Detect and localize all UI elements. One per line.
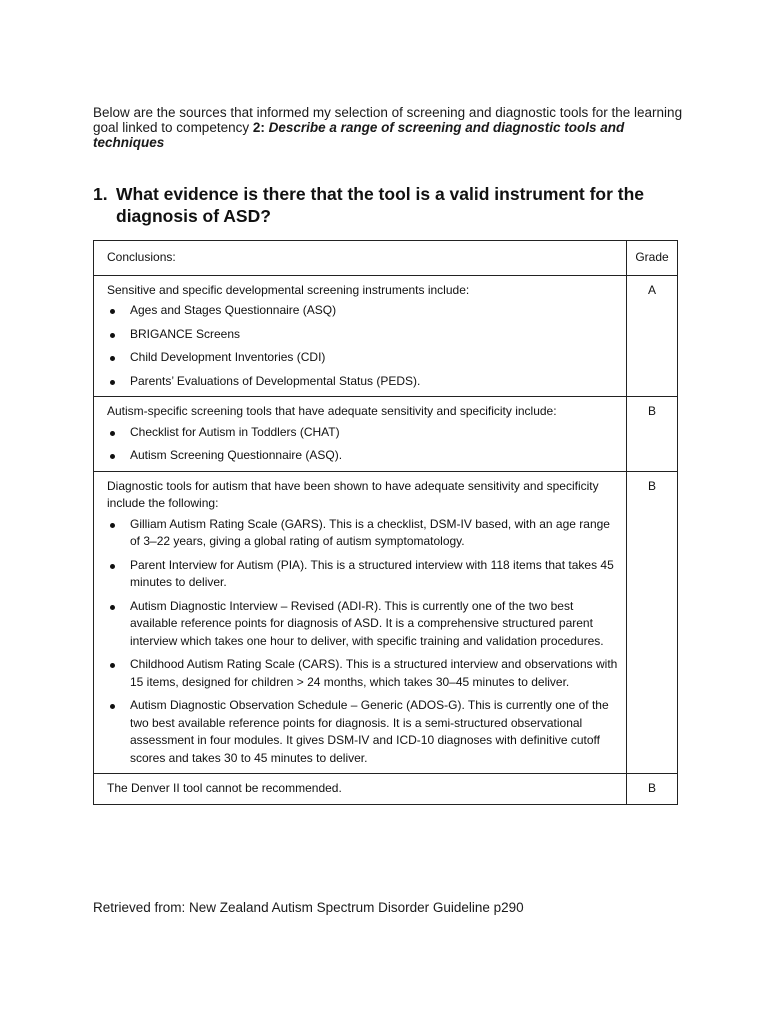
grade-cell: B: [627, 471, 678, 774]
conclusion-intro: Autism-specific screening tools that have adequate sensitivity and specificity include:: [107, 404, 557, 418]
evidence-table: [93, 240, 678, 805]
conclusion-cell: [94, 397, 627, 472]
question-text: What evidence is there that the tool is a valid instrument for the diagnosis of ASD?: [116, 184, 645, 226]
grade-header: Grade: [627, 241, 678, 276]
conclusion-intro: Diagnostic tools for autism that have been shown to have adequate sensitivity and specificity include the following:: [107, 478, 599, 510]
bullet-list: [107, 516, 618, 768]
intro-text: Below are the sources that informed my selection of screening and diagnostic tools for the learning goal linked to competency: [93, 104, 683, 135]
conclusions-header: Conclusions:: [94, 241, 627, 276]
list-item: BRIGANCE Screens: [107, 326, 618, 344]
list-item: Childhood Autism Rating Scale (CARS). This is a structured interview and observations with 15 items, designed for children > 24 months, which takes 30–45 minutes to deliver.: [107, 656, 618, 691]
list-item: Parent Interview for Autism (PIA). This is a structured interview with 118 items that takes 45 minutes to deliver.: [107, 557, 618, 592]
conclusion-intro: The Denver II tool cannot be recommended.: [107, 781, 342, 795]
question-number: 1.: [93, 184, 108, 204]
list-item: Child Development Inventories (CDI): [107, 349, 618, 367]
list-item: Ages and Stages Questionnaire (ASQ): [107, 302, 618, 320]
conclusion-intro: Sensitive and specific developmental screening instruments include:: [107, 282, 470, 297]
conclusion-cell: [94, 774, 627, 805]
conclusion-cell: [94, 471, 627, 774]
list-item: Gilliam Autism Rating Scale (GARS). This is a checklist, DSM-IV based, with an age range of 3–22 years, giving a global rating of autism symptomatology.: [107, 516, 618, 551]
table-row: [94, 471, 678, 774]
list-item: Parents’ Evaluations of Developmental Status (PEDS).: [107, 373, 618, 391]
competency-number: 2:: [252, 119, 265, 135]
bullet-list: [107, 424, 618, 465]
table-row: [94, 275, 678, 397]
table-row: [94, 397, 678, 472]
intro-paragraph: [93, 105, 683, 150]
bullet-list: [107, 302, 618, 390]
competency-title: Describe a range of screening and diagnostic tools and techniques: [93, 119, 625, 150]
grade-cell: A: [627, 275, 678, 397]
table-row: [94, 774, 678, 805]
grade-cell: B: [627, 774, 678, 805]
list-item: Autism Diagnostic Observation Schedule – Generic (ADOS-G). This is currently one of the two best available reference points for diagnosis. It is a semi-structured observational assessment in four modules. It gives DSM-IV and ICD-10 diagnoses with definitive cutoff scores and takes 30 to 45 minutes to deliver.: [107, 697, 618, 767]
table-header-row: [94, 241, 678, 276]
list-item: Autism Screening Questionnaire (ASQ).: [107, 447, 618, 465]
source-citation: Retrieved from: New Zealand Autism Spectrum Disorder Guideline p290: [93, 899, 524, 915]
question-heading: [93, 183, 693, 227]
list-item: Autism Diagnostic Interview – Revised (ADI-R). This is currently one of the two best available reference points for diagnosis of ASD. It is a comprehensive structured parent interview which takes one hour to deliver, with specific training and validation procedures.: [107, 598, 618, 651]
grade-cell: B: [627, 397, 678, 472]
list-item: Checklist for Autism in Toddlers (CHAT): [107, 424, 618, 442]
conclusion-cell: [94, 275, 627, 397]
